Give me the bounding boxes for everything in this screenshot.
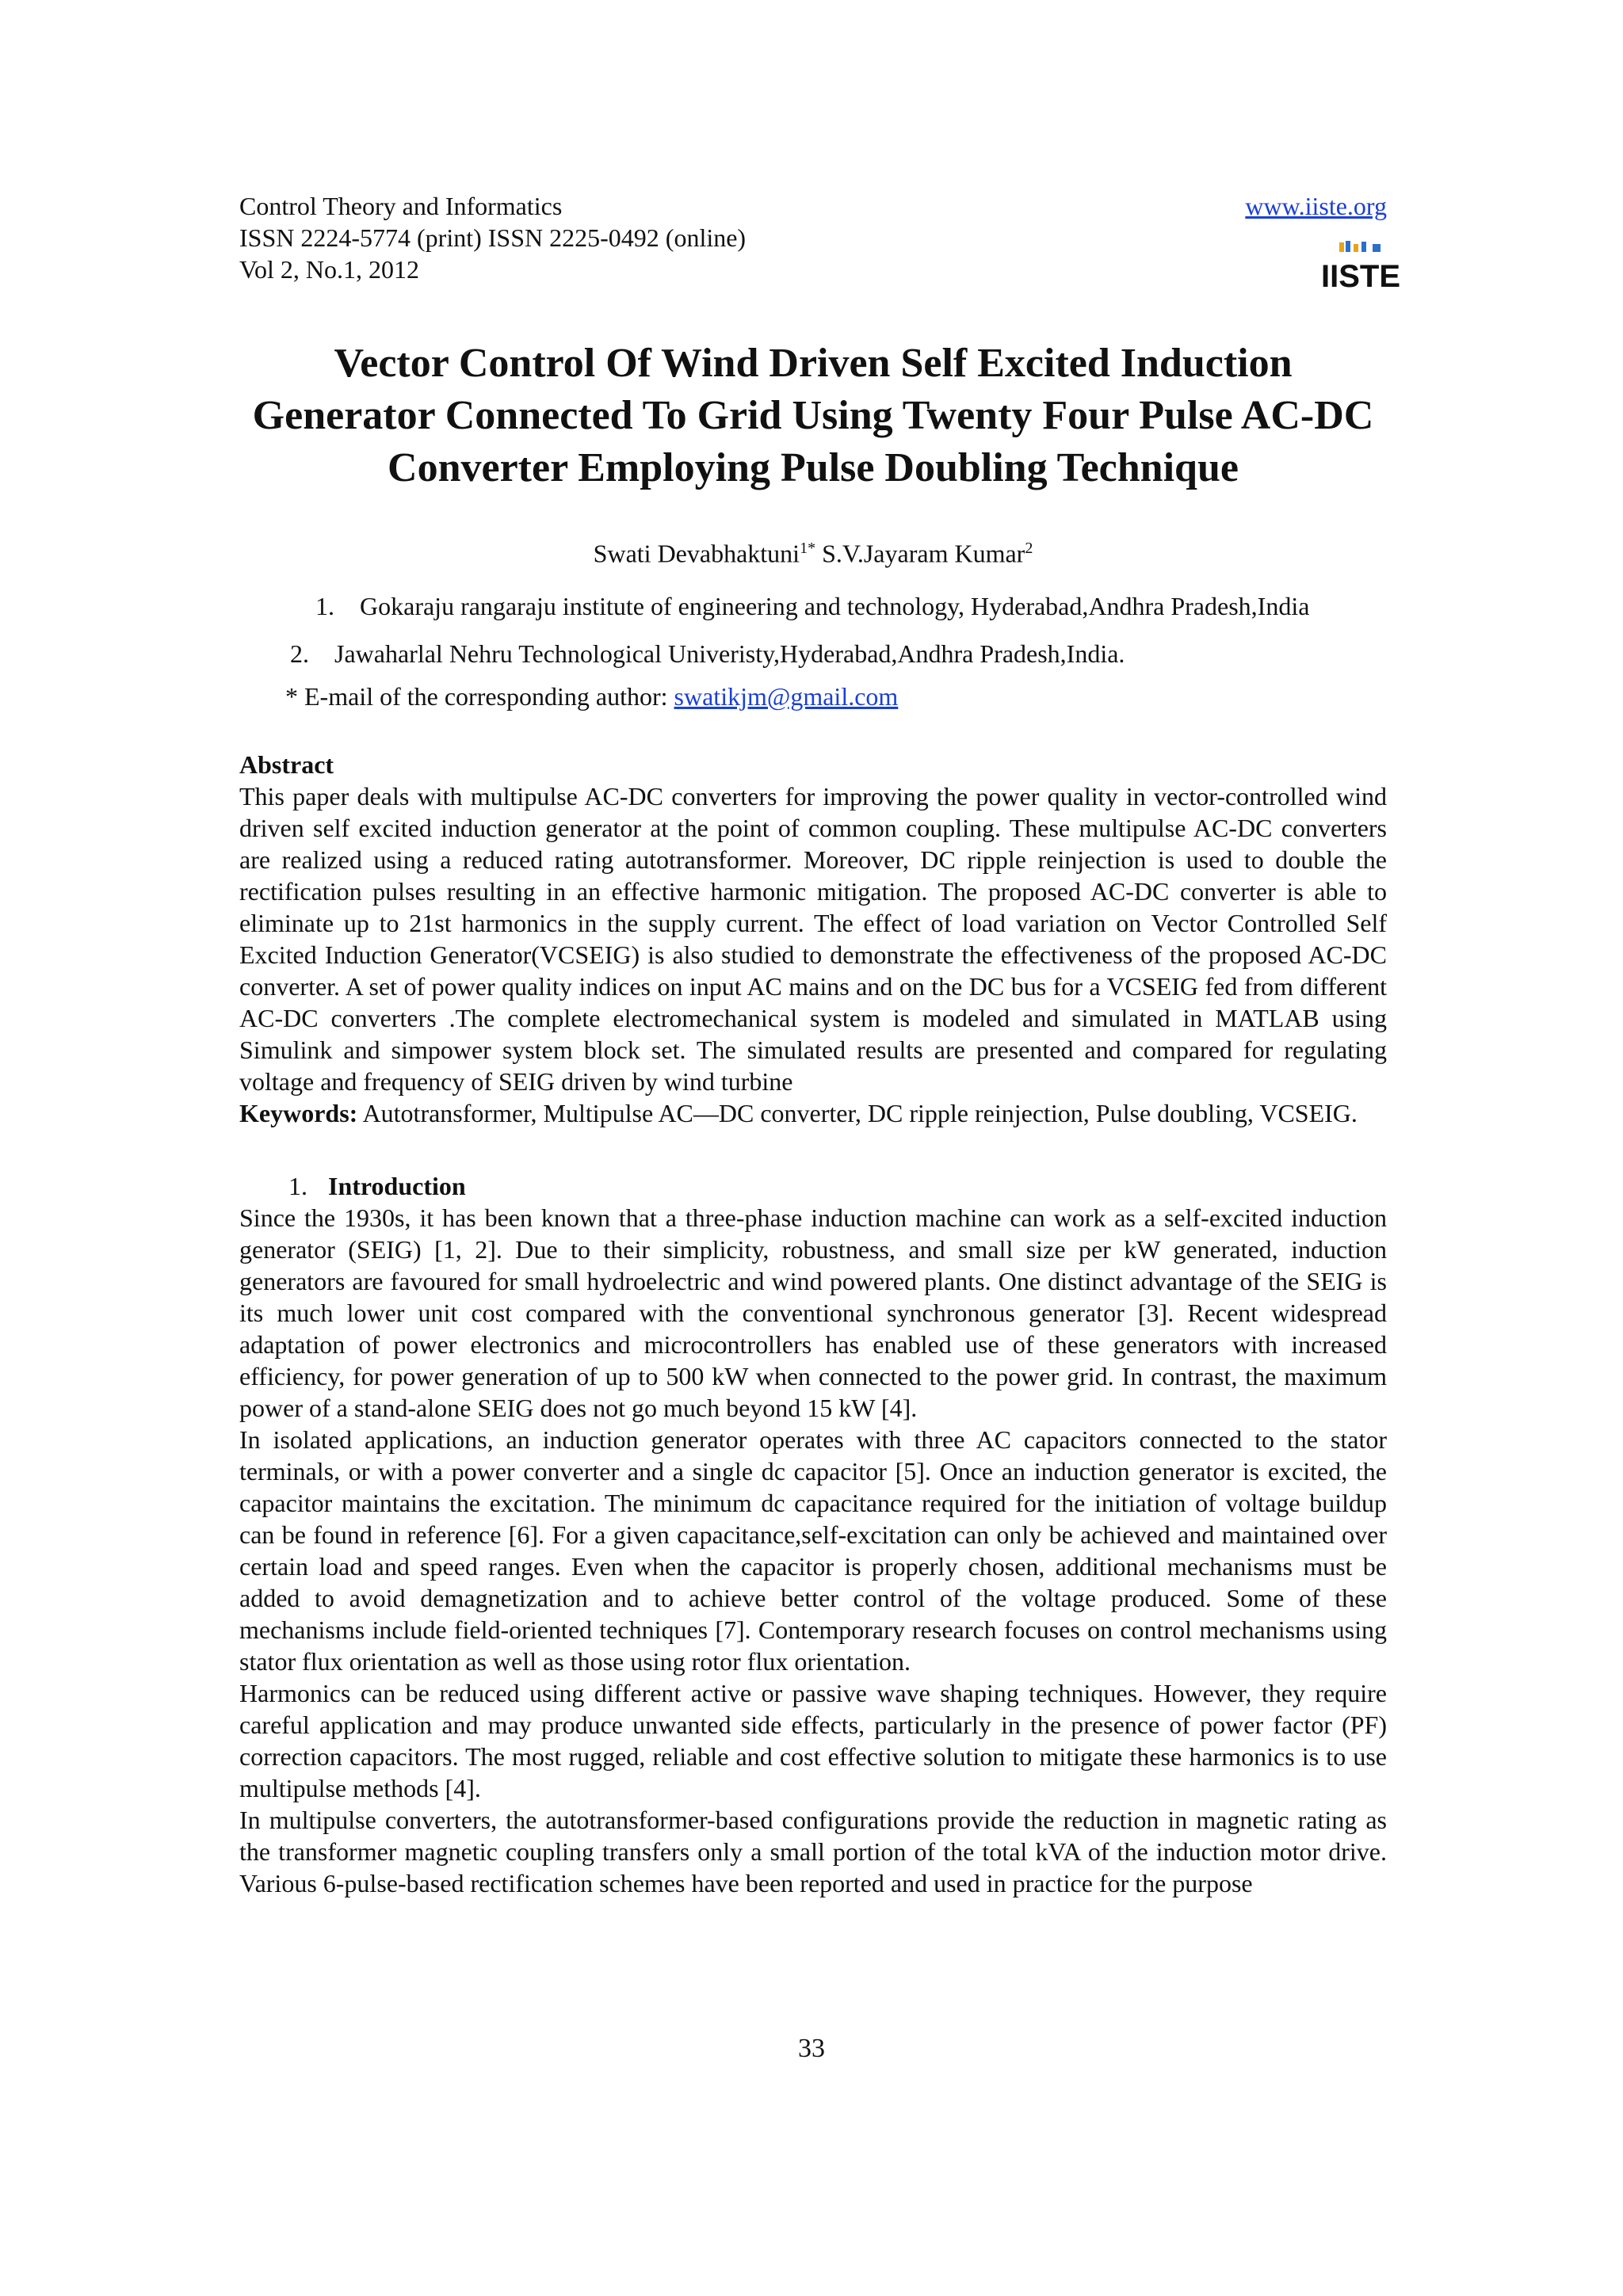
affiliation-1-number: 1.: [315, 591, 334, 620]
affiliation-2-text: Jawaharlal Nehru Technological Univeristy,Hyderabad,Andhra Pradesh,India.: [334, 639, 1125, 668]
introduction-number: 1.: [288, 1171, 307, 1200]
intro-paragraph: In isolated applications, an induction generator operates with three AC capacitors connected to the stator terminals, or with a power converter and a single dc capacitor [5]. Once an induction generator is excited, the capacitor maintains the excitation. The minimum dc capacitance required for the initiation of voltage buildup can be found in reference [6]. For a given capacitance,self-excitation can only be achieved and maintained over certain load and speed ranges. Even when the capacitor is properly chosen, additional mechanisms must be added to avoid demagnetization and to achieve better control of the voltage produced. Some of these mechanisms include field-oriented techniques [7]. Contemporary research focuses on control mechanisms using stator flux orientation as well as those using rotor flux orientation.: [239, 1425, 1387, 1676]
affiliation-1-text: Gokaraju rangaraju institute of engineering and technology, Hyderabad,Andhra Pradesh,India: [360, 591, 1310, 620]
abstract-heading: Abstract: [239, 749, 334, 779]
intro-paragraph: Harmonics can be reduced using different active or passive wave shaping techniques. However, they require careful application and may produce unwanted side effects, particularly in the presence of power factor (PF) correction capacitors. The most rugged, reliable and cost effective solution to mitigate these harmonics is to use multipulse methods [4].: [239, 1678, 1387, 1802]
email-label: * E-mail of the corresponding author:: [285, 681, 668, 711]
introduction-title: Introduction: [328, 1171, 466, 1200]
paper-title: Vector Control Of Wind Driven Self Excited Induction Generator Connected To Grid Using Twenty Four Pulse AC-DC Converter Employing Pulse Doubling Technique: [252, 341, 1374, 490]
keywords: [239, 1097, 1387, 1129]
introduction-heading: [239, 1170, 1387, 1202]
corresponding-email: [239, 681, 1387, 712]
author-1-marker: 1*: [800, 540, 816, 557]
keywords-text: Autotransformer, Multipulse AC—DC converter, DC ripple reinjection, Pulse doubling, VCSEIG.: [362, 1098, 1358, 1127]
iiste-logo: [1320, 239, 1401, 294]
journal-issn: ISSN 2224-5774 (print) ISSN 2225-0492 (online): [239, 223, 747, 252]
affiliation-1: [239, 590, 1387, 622]
author-1: Swati Devabhaktuni: [593, 539, 800, 568]
journal-url-link[interactable]: www.iiste.org: [1245, 192, 1387, 220]
author-2-marker: 2: [1025, 540, 1033, 557]
abstract-text: This paper deals with multipulse AC-DC converters for improving the power quality in vector-controlled wind driven self excited induction generator at the point of common coupling. These multipulse AC-DC converters are realized using a reduced rating autotransformer. Moreover, DC ripple reinjection is used to double the rectification pulses resulting in an effective harmonic mitigation. The proposed AC-DC converter is able to eliminate up to 21st harmonics in the supply current. The effect of load variation on Vector Controlled Self Excited Induction Generator(VCSEIG) is also studied to demonstrate the effectiveness of the proposed AC-DC converter. A set of power quality indices on input AC mains and on the DC bus for a VCSEIG fed from different AC-DC converters .The complete electromechanical system is modeled and simulated in MATLAB using Simulink and simpower system block set. The simulated results are presented and compared for regulating voltage and frequency of SEIG driven by wind turbine: [239, 781, 1387, 1096]
intro-paragraph: In multipulse converters, the autotransformer-based configurations provide the reduction in magnetic rating as the transformer magnetic coupling transfers only a small portion of the total kVA of the induction motor drive. Various 6-pulse-based rectification schemes have been reported and used in practice for the purpose: [239, 1805, 1387, 1897]
journal-volume: Vol 2, No.1, 2012: [239, 255, 419, 284]
journal-header: [239, 190, 1401, 294]
page-number: 33: [798, 2034, 825, 2063]
intro-paragraph: Since the 1930s, it has been known that a three-phase induction machine can work as a self-excited induction generator (SEIG) [1, 2]. Due to their simplicity, robustness, and small size per kW generated, induction generators are favoured for small hydroelectric and wind powered plants. One distinct advantage of the SEIG is its much lower unit cost compared with the conventional synchronous generator [3]. Recent widespread adaptation of power electronics and microcontrollers has enabled use of these generators with increased efficiency, for power generation of up to 500 kW when connected to the power grid. In contrast, the maximum power of a stand-alone SEIG does not go much beyond 15 kW [4].: [239, 1203, 1387, 1422]
paper-page: [239, 190, 1401, 1899]
author-2: S.V.Jayaram Kumar: [822, 539, 1025, 568]
logo-lettering: IISTE: [1320, 259, 1401, 294]
journal-name: Control Theory and Informatics: [239, 192, 563, 220]
keywords-label: Keywords:: [239, 1098, 358, 1127]
email-link[interactable]: swatikjm@gmail.com: [674, 681, 899, 711]
affiliation-2: [239, 638, 1387, 669]
author-line: [239, 532, 1387, 570]
affiliation-2-number: 2.: [290, 639, 309, 668]
